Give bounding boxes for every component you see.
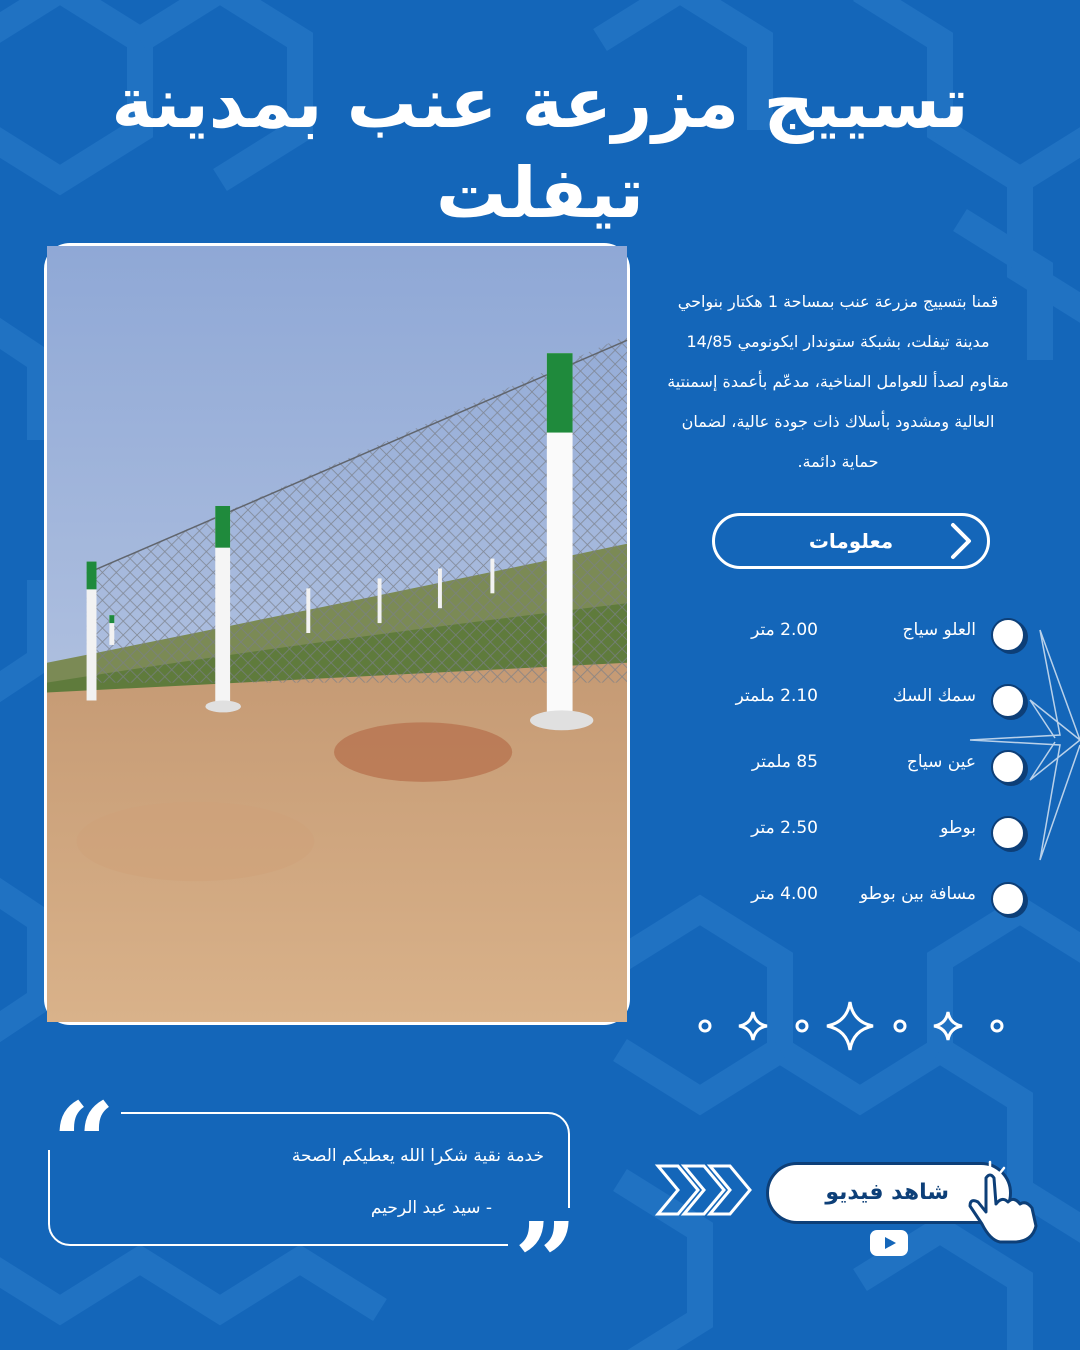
description-line: قمنا بتسييج مزرعة عنب بمساحة 1 هكتار بنواحي [677,292,999,311]
testimonial-author: - سيد عبد الرحيم [370,1198,492,1218]
spec-row-height [700,616,1040,656]
info-button[interactable] [712,513,990,569]
page-title: تسييج مزرعة عنب بمدينة تيفلت [111,62,969,234]
play-video-icon [870,1230,908,1256]
hand-pointer-icon [956,1160,1052,1246]
open-quote-icon: “ [46,1088,121,1150]
spec-row-post [700,814,1040,854]
description-line: مدينة تيفلت، بشبكة ستوندار ايكونومي 14/85 [686,332,990,351]
spec-row-post-spacing [700,880,1040,920]
spec-value: 85 ملمتر [751,752,818,772]
double-chevron-arrows-icon [656,1162,758,1218]
bullet-circle-icon [991,816,1025,850]
bullet-circle-icon [991,882,1025,916]
description-line: حماية دائمة. [797,452,879,471]
spec-row-wire-thickness [700,682,1040,722]
spec-value: 2.10 ملمتر [735,686,818,706]
spec-key: سمك السك [892,686,976,706]
spec-key: عين سياج [906,752,976,772]
bullet-circle-icon [991,750,1025,784]
description-line: مقاوم لصدأ للعوامل المناخية، مدعّم بأعمدة إسمنتية [667,372,1009,391]
project-description [648,282,1028,482]
spec-key: بوطو [940,818,976,838]
chevron-right-icon [947,522,975,560]
spec-row-mesh-size [700,748,1040,788]
description-line: العالية ومشدود بأسلاك ذات جودة عالية، لضمان [681,412,995,431]
testimonial-box [48,1112,570,1246]
fence-photo [44,243,630,1025]
fence-photo-illustration [47,246,627,1022]
close-quote-icon: ” [508,1208,583,1268]
sparkles-decoration [690,998,1020,1054]
spec-value: 2.50 متر [751,818,818,838]
spec-value: 4.00 متر [751,884,818,904]
testimonial-text: خدمة نقية شكرا الله يعطيكم الصحة [291,1146,544,1166]
spec-key: مسافة بين بوطو [859,884,976,904]
watch-video-label: شاهد فيديو [825,1180,949,1205]
bullet-circle-icon [991,684,1025,718]
bullet-circle-icon [991,618,1025,652]
spec-value: 2.00 متر [751,620,818,640]
spec-key: العلو سياج [902,620,976,640]
info-button-label: معلومات [808,529,894,553]
